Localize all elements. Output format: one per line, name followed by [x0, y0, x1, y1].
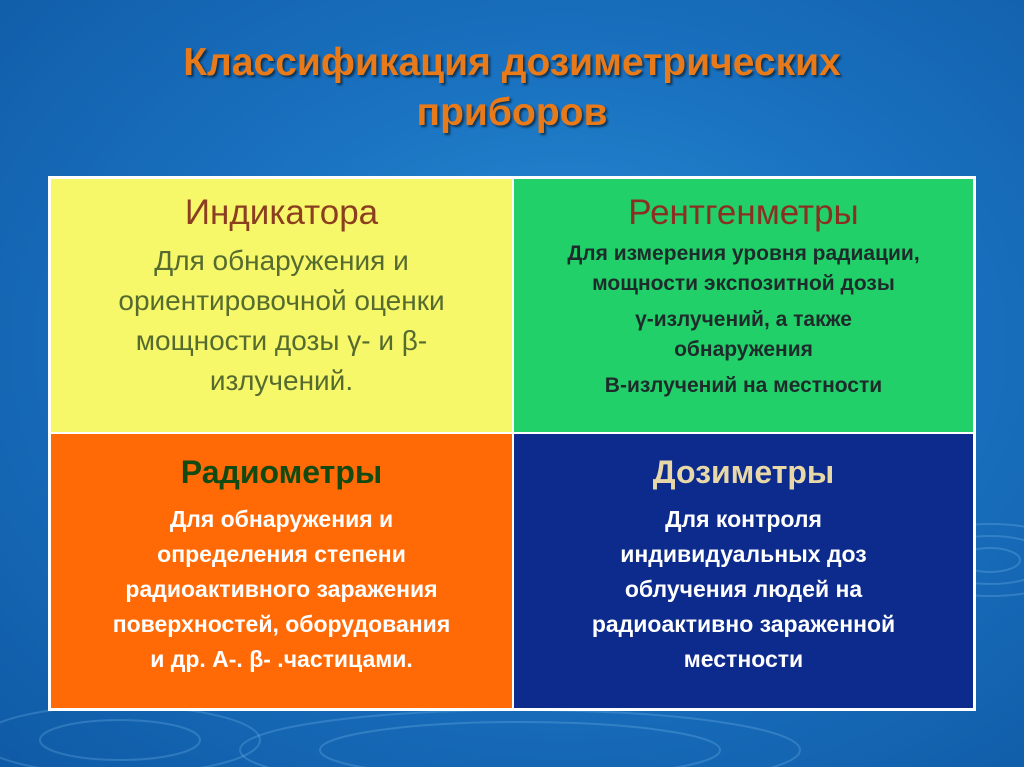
dosimeters-cell: [513, 433, 974, 709]
indicators-heading: Индикатора: [184, 193, 379, 232]
radiometers-line: и др. А-. β- .частицами.: [150, 646, 413, 672]
title-line-1: Классификация дозиметрических: [183, 41, 841, 84]
radiometers-cell: [50, 433, 513, 709]
roentgenmeters-line: Для измерения уровня радиации,: [567, 242, 920, 265]
indicators-line: Для обнаружения и: [154, 245, 409, 276]
radiometers-line: поверхностей, оборудования: [112, 611, 451, 637]
radiometers-line: Для обнаружения и: [169, 506, 394, 532]
radiometers-line: радиоактивного заражения: [125, 576, 438, 602]
indicators-line: мощности дозы γ- и β-: [135, 325, 428, 356]
roentgenmeters-line: γ-излучений, а также: [635, 308, 852, 331]
roentgenmeters-line: мощности экспозитной дозы: [592, 272, 895, 295]
dosimeters-line: облучения людей на: [624, 576, 863, 602]
radiometers-description: [51, 502, 512, 677]
roentgenmeters-heading: Рентгенметры: [628, 193, 859, 232]
classification-table: [48, 176, 976, 711]
dosimeters-line: радиоактивно зараженной: [591, 611, 896, 637]
indicators-description: [51, 241, 512, 401]
dosimeters-description: [514, 502, 973, 677]
indicators-cell: [50, 178, 513, 433]
dosimeters-line: местности: [683, 646, 804, 672]
indicators-line: ориентировочной оценки: [118, 285, 445, 316]
radiometers-heading: Радиометры: [180, 454, 383, 490]
roentgenmeters-line: В-излучений на местности: [604, 374, 883, 397]
dosimeters-heading: Дозиметры: [652, 454, 835, 490]
slide-title: [0, 38, 1024, 138]
roentgenmeters-cell: [513, 178, 974, 433]
dosimeters-line: Для контроля: [665, 506, 822, 532]
indicators-line: излучений.: [209, 365, 354, 396]
dosimeters-line: индивидуальных доз: [620, 541, 867, 567]
title-line-2: приборов: [416, 91, 608, 134]
radiometers-line: определения степени: [157, 541, 406, 567]
roentgenmeters-description: [514, 239, 973, 401]
roentgenmeters-line: обнаружения: [674, 338, 813, 361]
